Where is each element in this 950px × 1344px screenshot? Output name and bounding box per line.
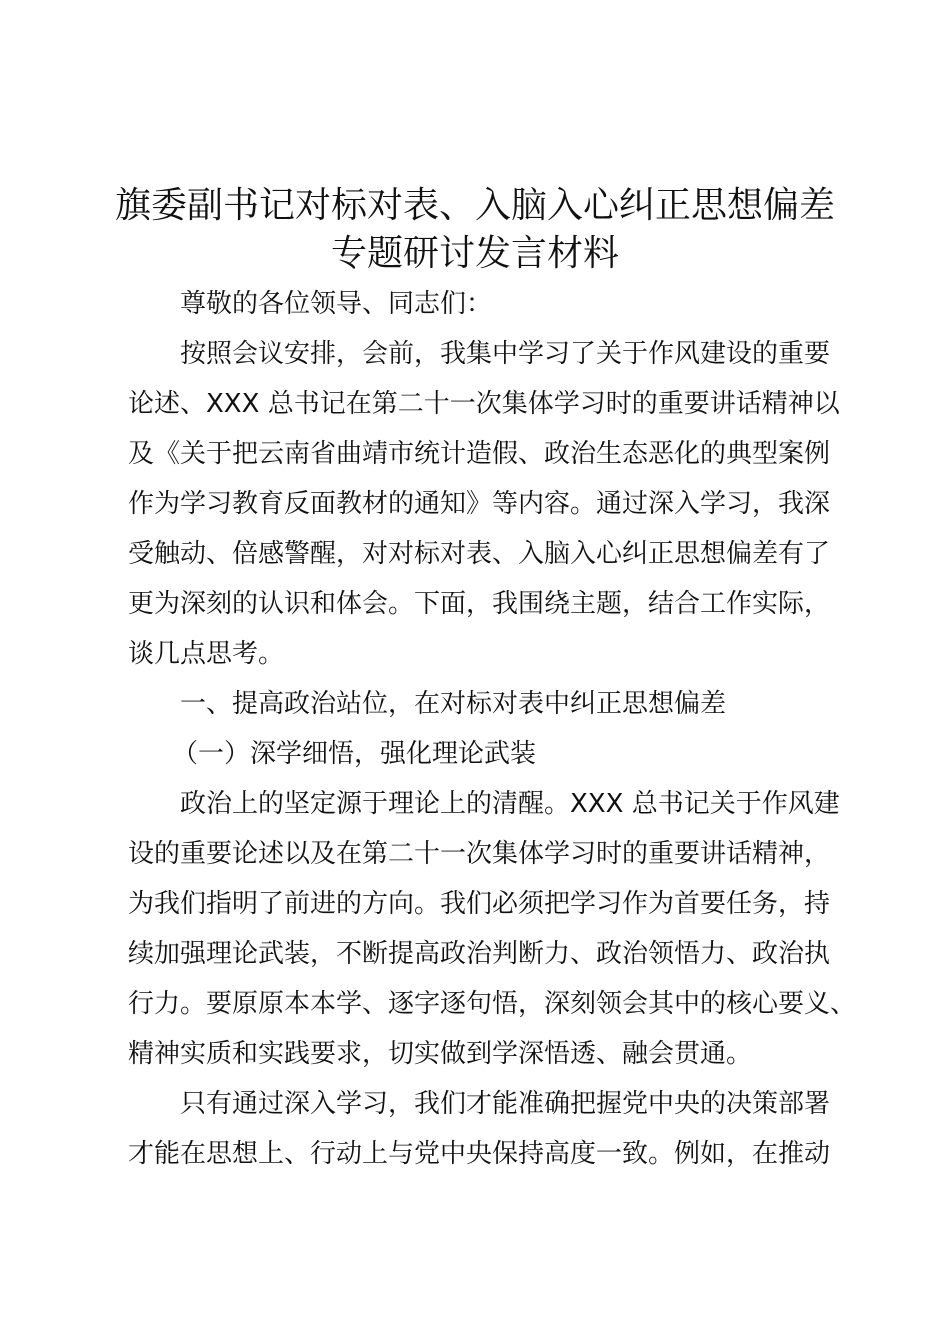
paragraph-line: 精神实质和实践要求，切实做到学深悟透、融会贯通。: [128, 1039, 753, 1069]
document-title-line-1: 旗委副书记对标对表、入脑入心纠正思想偏差: [114, 185, 835, 226]
salutation: 尊敬的各位领导、同志们：: [180, 289, 493, 319]
paragraph-line: 行力。要原原本本学、逐字逐句悟，深刻领会其中的核心要义、: [128, 989, 857, 1019]
paragraph-line: 设的重要论述以及在第二十一次集体学习时的重要讲话精神，: [128, 839, 831, 869]
paragraph-line: 论述、XXX 总书记在第二十一次集体学习时的重要讲话精神以: [128, 389, 840, 419]
section-heading: 一、提高政治站位，在对标对表中纠正思想偏差: [180, 689, 727, 719]
paragraph-line: 才能在思想上、行动上与党中央保持高度一致。例如，在推动: [128, 1139, 831, 1169]
subsection-heading: （一）深学细悟，强化理论武装: [172, 739, 537, 769]
document-title-line-2: 专题研讨发言材料: [330, 233, 619, 274]
paragraph-line: 按照会议安排，会前，我集中学习了关于作风建设的重要: [180, 339, 831, 369]
paragraph-line: 谈几点思考。: [128, 639, 285, 669]
paragraph-line: 为我们指明了前进的方向。我们必须把学习作为首要任务，持: [128, 889, 831, 919]
paragraph-line: 及《关于把云南省曲靖市统计造假、政治生态恶化的典型案例: [128, 439, 831, 469]
paragraph-line: 受触动、倍感警醒，对对标对表、入脑入心纠正思想偏差有了: [128, 539, 831, 569]
paragraph-line: 更为深刻的认识和体会。下面，我围绕主题，结合工作实际，: [128, 589, 831, 619]
paragraph-line: 政治上的坚定源于理论上的清醒。XXX 总书记关于作风建: [180, 789, 840, 819]
paragraph-line: 作为学习教育反面教材的通知》等内容。通过深入学习，我深: [128, 489, 831, 519]
paragraph-line: 续加强理论武装，不断提高政治判断力、政治领悟力、政治执: [128, 939, 831, 969]
paragraph-line: 只有通过深入学习，我们才能准确把握党中央的决策部署: [180, 1089, 831, 1119]
